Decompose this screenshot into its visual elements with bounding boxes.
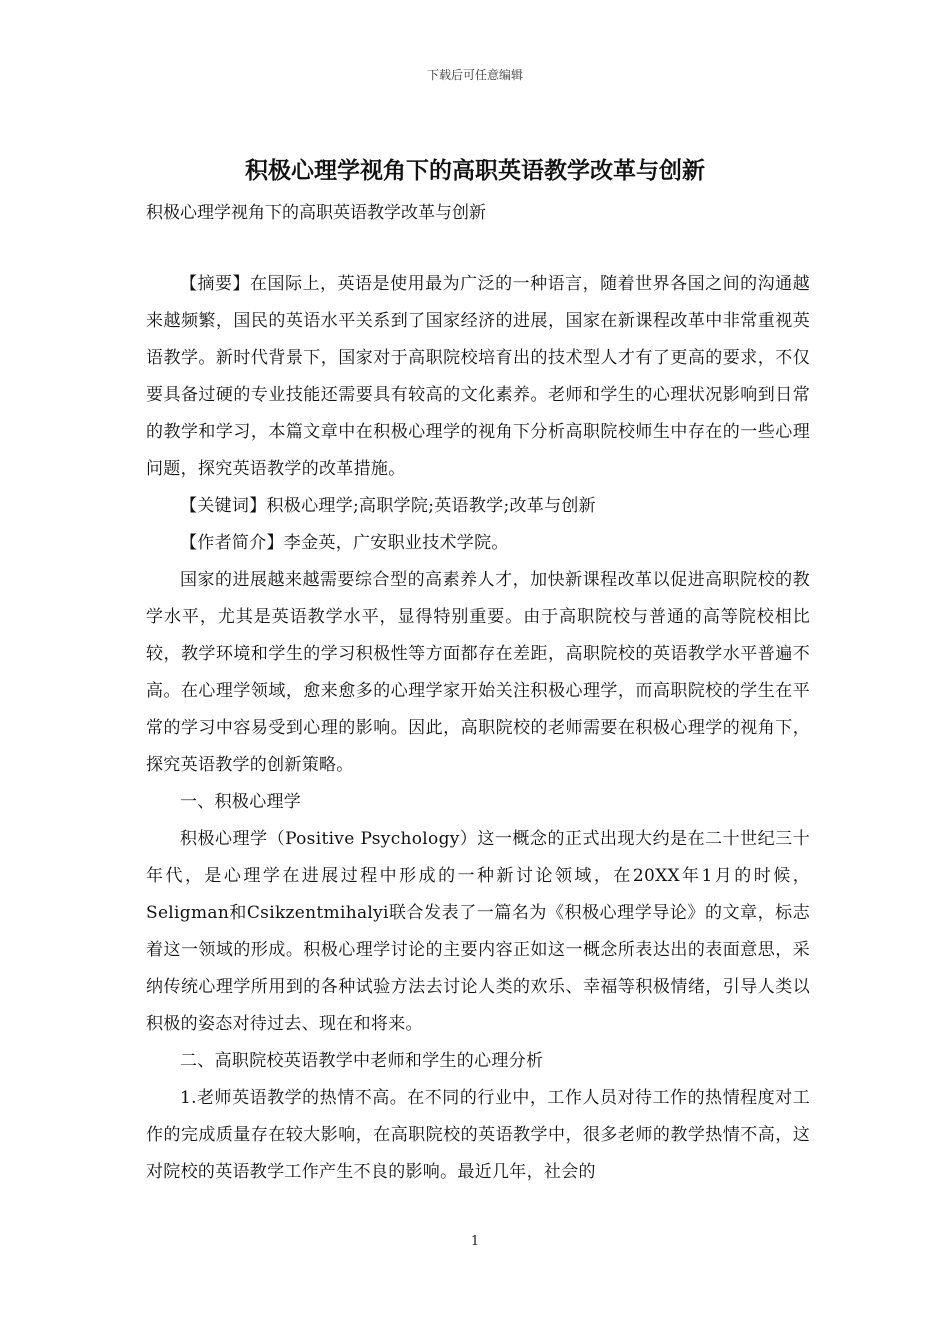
abstract-paragraph: 【摘要】在国际上，英语是使用最为广泛的一种语言，随着世界各国之间的沟通越来越频繁，国民的英语水平关系到了国家经济的进展，国家在新课程改革中非常重视英语教学。新时代背景下，国家对于高职院校培育出的技术型人才有了更高的要求，不仅要具备过硬的专业技能还需要具有较高的文化素养。老师和学生的心理状况影响到日常的教学和学习，本篇文章中在积极心理学的视角下分析高职院校师生中存在的一些心理问题，探究英语教学的改革措施。 xyxy=(146,274,810,479)
author-paragraph: 【作者简介】李金英，广安职业技术学院。 xyxy=(180,533,509,553)
page-header: 下载后可任意编辑 xyxy=(426,68,523,82)
page-number: 1 xyxy=(470,1234,480,1249)
section-heading-2: 二、高职院校英语教学中老师和学生的心理分析 xyxy=(180,1051,544,1071)
document-title: 积极心理学视角下的高职英语教学改革与创新 xyxy=(245,157,705,184)
document-subtitle: 积极心理学视角下的高职英语教学改革与创新 xyxy=(146,203,486,223)
intro-paragraph: 国家的进展越来越需要综合型的高素养人才，加快新课程改革以促进高职院校的教学水平，尤其是英语教学水平，显得特别重要。由于高职院校与普通的高等院校相比较，教学环境和学生的学习积极性等方面都存在差距，高职院校的英语教学水平普遍不高。在心理学领域，愈来愈多的心理学家开始关注积极心理学，而高职院校的学生在平常的学习中容易受到心理的影响。因此，高职院校的老师需要在积极心理学的视角下，探究英语教学的创新策略。 xyxy=(146,570,810,775)
document-body xyxy=(146,266,810,1191)
section-heading-1: 一、积极心理学 xyxy=(180,792,302,812)
keywords-paragraph: 【关键词】积极心理学;高职学院;英语教学;改革与创新 xyxy=(180,496,596,516)
section-1-paragraph: 积极心理学（Positive Psychology）这一概念的正式出现大约是在二十世纪三十年代，是心理学在进展过程中形成的一种新讨论领域，在20XX年1月的时候，Seligman和Csikzentmihalyi联合发表了一篇名为《积极心理学导论》的文章，标志着这一领域的形成。积极心理学讨论的主要内容正如这一概念所表达出的表面意思，采纳传统心理学所用到的各种试验方法去讨论人类的欢乐、幸福等积极情绪，引导人类以积极的姿态对待过去、现在和将来。 xyxy=(146,829,810,1034)
section-2-paragraph: 1.老师英语教学的热情不高。在不同的行业中，工作人员对待工作的热情程度对工作的完成质量存在较大影响，在高职院校的英语教学中，很多老师的教学热情不高，这对院校的英语教学工作产生不良的影响。最近几年，社会的 xyxy=(146,1088,810,1182)
